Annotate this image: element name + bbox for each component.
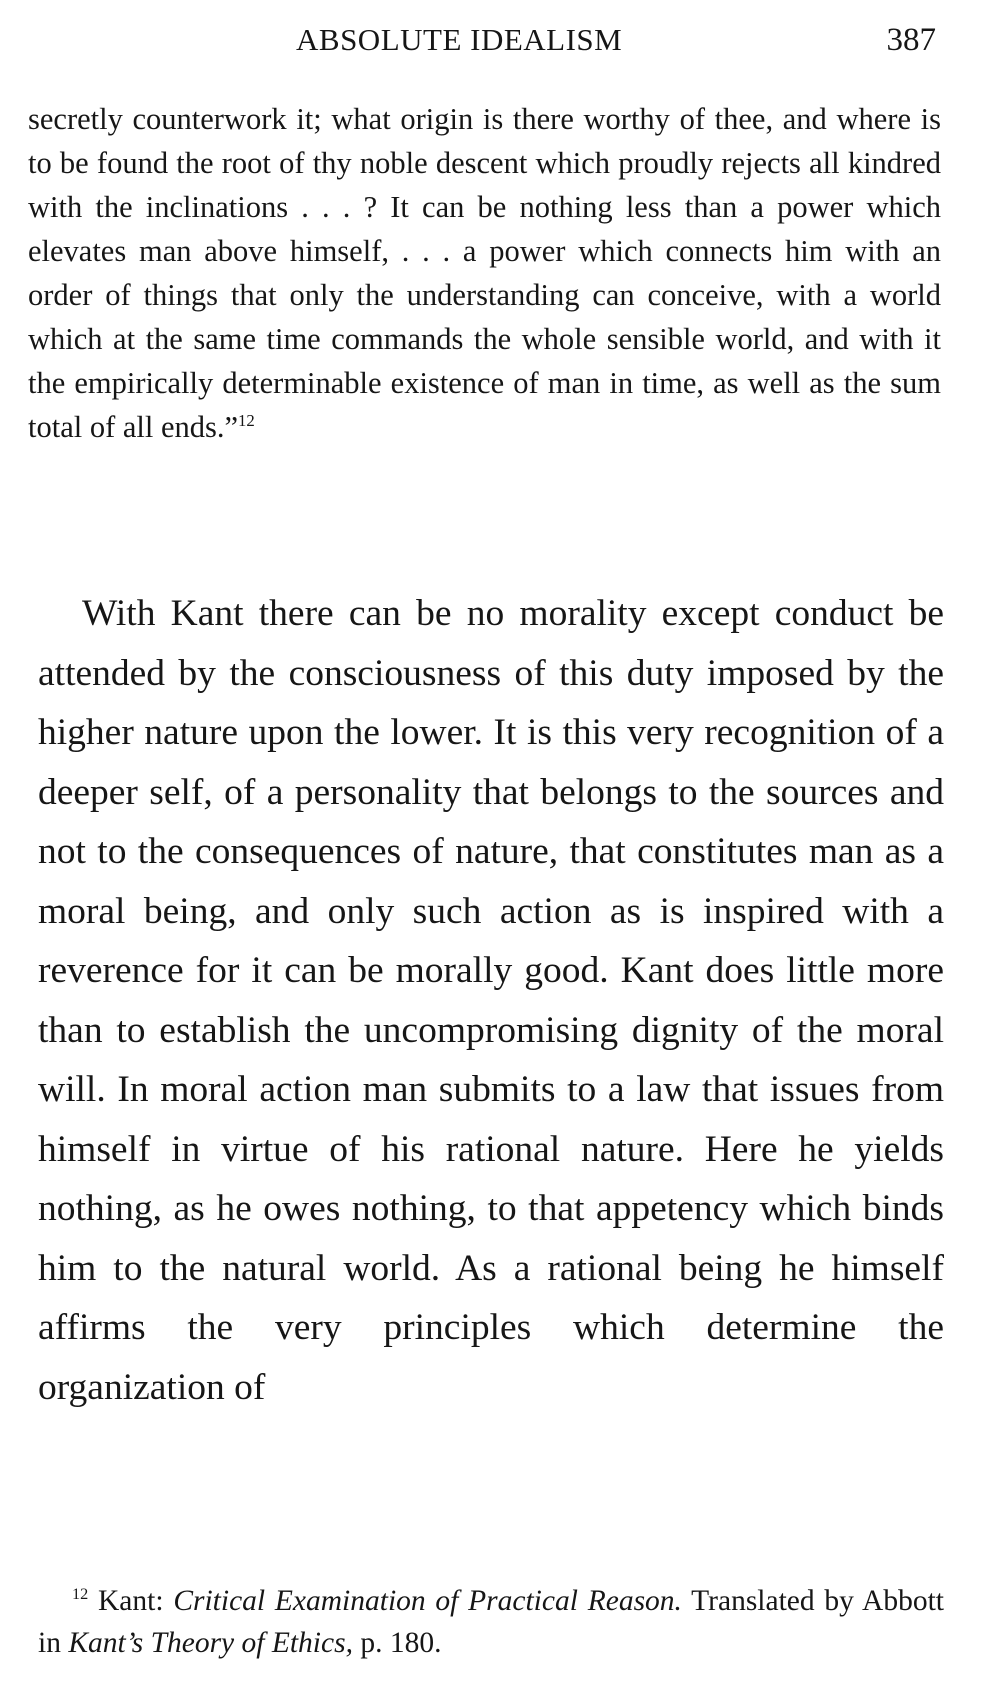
footnote-author: Kant: [98,1585,164,1617]
running-head [36,22,936,66]
body-paragraph: With Kant there can be no morality except conduct be attended by the consciousness of this duty imposed by the higher nature upon the lower. It is this very recognition of a deeper self, of a personality that belongs to the sources and not to the consequences of nature, that constitutes man as a moral being, and only such action as is inspired with a reverence for it can be morally good. Kant does little more than to establish the uncompromising dignity of the moral will. In moral action man submits to a law that issues from himself in virtue of his rational nature. Here he yields nothing, as he owes nothing, to that appetency which binds him to the natural world. As a rational being he himself affirms the very principles which determine the organization of [38,593,944,1408]
footnote-number: 12 [72,1585,89,1604]
footnote-work-title: Critical Examination of Practical Reason. [173,1585,682,1617]
quoted-passage [28,97,941,449]
footnote-page-ref: p. 180. [360,1627,442,1659]
page-number: 387 [886,22,936,58]
footnote [38,1580,944,1664]
quote-text: secretly counterwork it; what origin is there worthy of thee, and where is to be found the root of thy noble descent which proudly rejects all kindred with the inclinations . . . ? It can be nothing less than a power which elevates man above himself, . . . a power which connects him with an order of things that only the understanding can conceive, with a world which at the same time commands the whole sensible world, and with it the empirically determinable existence of man in time, as well as the sum total of all ends.” [28,102,941,444]
running-title: ABSOLUTE IDEALISM [296,22,623,57]
footnote-translation-note: Translated by Abbott in [38,1585,945,1659]
footnote-collection-title: Kant’s Theory of Ethics, [68,1627,353,1659]
footnote-reference: 12 [238,410,255,430]
